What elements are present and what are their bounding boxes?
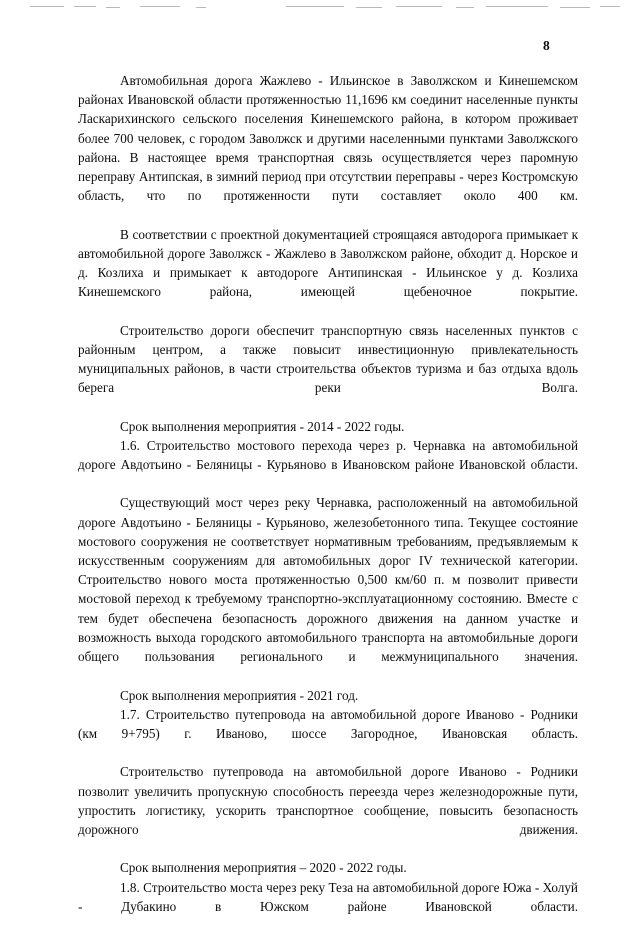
paragraph-section-1-8: 1.8. Строительство моста через реку Теза на автомобильной дороге Южа - Холуй - Дубакино в Южском районе Ивановской области.	[78, 879, 578, 914]
paragraph: Автомобильная дорога Жажлево - Ильинское в Заволжском и Кинешемском районах Ивановской области протяженностью 11,1696 км соединит населенные пункты Ласкарихинского сельского поселения Кинешемского района, в котором проживает более 700 человек, с городом Заволжск и другими населенными пунктами Заволжского района. В настоящее время транспортная связь осуществляется через паромную переправу Антипская, в зимний период при отсутствии переправы - через Костромскую область, что по протяженности пути составляет около 400 км.	[78, 73, 578, 204]
paragraph: В соответствии с проектной документацией строящаяся автодорога примыкает к автомобильной дороге Заволжск - Жажлево в Заволжском районе, обходит д. Норское и д. Козлиха и примыкает к автодороге Антипинская - Ильинское у д. Козлиха Кинешемского района, имеющей щебеночное покрытие.	[78, 226, 578, 300]
paragraph-section-1-7: 1.7. Строительство путепровода на автомобильной дороге Иваново - Родники (км 9+795) г. Иваново, шоссе Загородное, Ивановская область.	[78, 706, 578, 741]
paragraph: Строительство путепровода на автомобильной дороге Иваново - Родники позволит увеличить пропускную способность переезда через железнодорожные пути, упростить логистику, ускорить транспортное сообщение, повысить безопасность дорожного движения.	[78, 764, 578, 837]
paragraph-deadline: Срок выполнения мероприятия - 2021 год.	[120, 687, 359, 703]
paragraph-section-1-6: 1.6. Строительство мостового перехода через р. Чернавка на автомобильной дороге Авдотьино - Беляницы - Курьяново в Ивановском районе Ивановской области.	[78, 437, 578, 473]
paragraph: Строительство дороги обеспечит транспортную связь населенных пунктов с районным центром, а также повысит инвестиционную привлекательность муниципальных районов, в части строительства объектов туризма и баз отдыха вдоль берега реки Волга.	[78, 322, 578, 396]
document-body	[78, 71, 578, 935]
paragraph-deadline: Срок выполнения мероприятия – 2020 - 2022 годы.	[120, 860, 407, 876]
page-number: 8	[543, 38, 550, 53]
paragraph-deadline: Срок выполнения мероприятия - 2014 - 2022 годы.	[120, 418, 405, 434]
paragraph: Существующий мост через реку Чернавка, расположенный на автомобильной дороге Авдотьино - Беляницы - Курьяново, железобетонного типа. Текущее состояние мостового сооружения не соответствует нормативным требованиям, предъявляемым к искусственным сооружениям для автомобильных дорог IV технической категории. Строительство нового моста протяженностью 0,500 км/60 п. м позволит привести мостовой переход к требуемому транспортно-эксплуатационному состоянию. Вместе с тем будет обеспечена безопасность дорожного движения на данном участке и возможность выхода городского автомобильного транспорта на автомобильные дороги общего пользования регионального и межмуниципального значения.	[78, 495, 578, 665]
